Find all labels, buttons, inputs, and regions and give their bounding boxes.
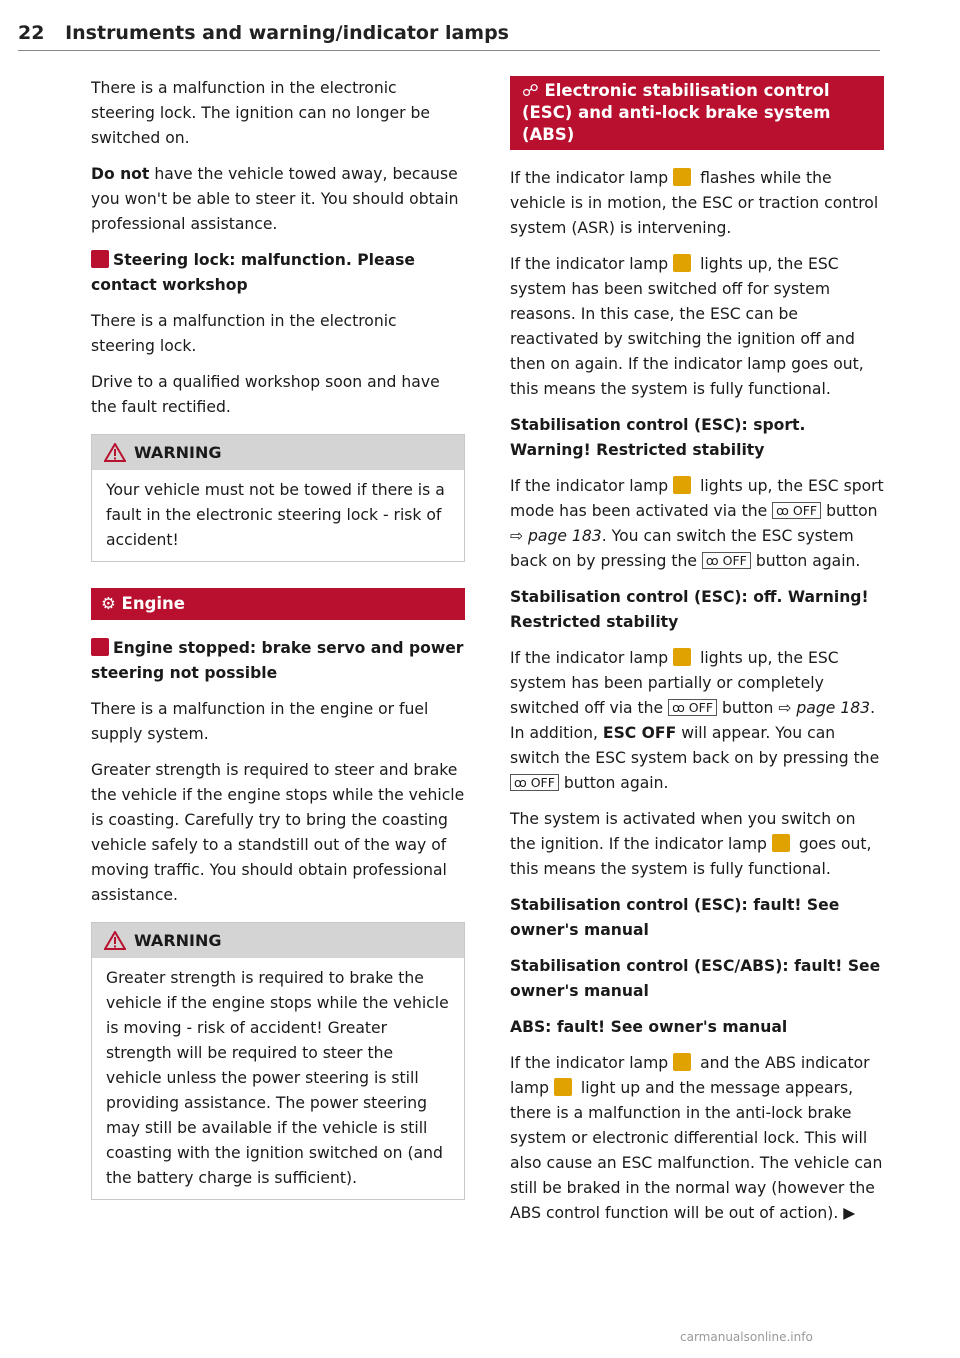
paragraph: There is a malfunction in the electronic steering lock. The ignition can no longer be switched on. xyxy=(91,79,430,147)
warning-header: WARNING xyxy=(92,435,464,470)
esc-indicator-icon xyxy=(673,254,691,272)
page-header xyxy=(18,22,880,51)
page-reference: ⇨ page 183 xyxy=(778,699,871,717)
esc-off-indicator-icon xyxy=(673,476,691,494)
paragraph: If the indicator lamp lights up, the ESC sport mode has been activated via the ꝏ OFF button ⇨ page 183. You can switch the ESC system back on by pressing the ꝏ OFF button again. xyxy=(510,477,884,570)
esc-indicator-icon xyxy=(673,1053,691,1071)
right-column xyxy=(510,76,884,1237)
engine-icon: ⚙ xyxy=(101,594,122,613)
steering-lock-icon xyxy=(91,250,109,268)
watermark: carmanualsonline.info xyxy=(680,1330,813,1344)
esc-sport-heading: Stabilisation control (ESC): sport. Warning! Restricted stability xyxy=(510,416,806,459)
warning-text: Greater strength is required to brake the vehicle if the engine stops while the vehicle is moving - risk of accident! Greater strength will be required to steer the vehicle unless the power steering is still providing assistance. The power steering may still be available if the vehicle is still coasting with the ignition switched on (and the battery charge is sufficient). xyxy=(106,969,449,1187)
engine-warning-icon xyxy=(91,638,109,656)
warning-header: WARNING xyxy=(92,923,464,958)
paragraph: Drive to a qualified workshop soon and have the fault rectified. xyxy=(91,373,440,416)
abs-fault-heading: ABS: fault! See owner's manual xyxy=(510,1018,788,1036)
warning-box xyxy=(91,434,465,562)
esc-off-button-label: ꝏ OFF xyxy=(772,502,821,519)
paragraph: Do not have the vehicle towed away, because you won't be able to steer it. You should obtain professional assistance. xyxy=(91,165,459,233)
esc-off-heading: Stabilisation control (ESC): off. Warning! Restricted stability xyxy=(510,588,869,631)
warning-triangle-icon xyxy=(104,931,126,950)
steering-lock-heading: Steering lock: malfunction. Please contact workshop xyxy=(91,251,415,294)
esc-abs-section-bar: ☍ Electronic stabilisation control (ESC) and anti-lock brake system (ABS) xyxy=(510,76,884,150)
warning-text: Your vehicle must not be towed if there is a fault in the electronic steering lock - risk of accident! xyxy=(106,481,445,549)
warning-triangle-icon xyxy=(104,443,126,462)
warning-box xyxy=(91,922,465,1200)
engine-section-bar: ⚙ Engine xyxy=(91,588,465,620)
paragraph: If the indicator lamp lights up, the ESC system has been switched off for system reasons. In this case, the ESC can be reactivated by switching the ignition off and then on again. If the indicator lamp goes out, this means the system is fully functional. xyxy=(510,255,864,398)
paragraph: The system is activated when you switch on the ignition. If the indicator lamp goes out, this means the system is fully functional. xyxy=(510,810,872,878)
paragraph: If the indicator lamp lights up, the ESC system has been partially or completely switched off via the ꝏ OFF button ⇨ page 183. In addition, ESC OFF will appear. You can switch the ESC system back on by pressing the ꝏ OFF button again. xyxy=(510,649,880,792)
engine-heading: Engine stopped: brake servo and power steering not possible xyxy=(91,639,464,682)
paragraph: If the indicator lamp and the ABS indicator lamp light up and the message appears, there is a malfunction in the anti-lock brake system or electronic differential lock. This will also cause an ESC malfunction. The vehicle can still be braked in the normal way (however the ABS control function will be out of action). ▶ xyxy=(510,1054,883,1222)
abs-indicator-icon xyxy=(554,1078,572,1096)
esc-fault-heading: Stabilisation control (ESC): fault! See owner's manual xyxy=(510,896,840,939)
page-number: 22 xyxy=(18,22,45,44)
esc-off-indicator-icon xyxy=(673,648,691,666)
paragraph: There is a malfunction in the electronic steering lock. xyxy=(91,312,397,355)
paragraph: There is a malfunction in the engine or fuel supply system. xyxy=(91,700,429,743)
esc-off-button-label: ꝏ OFF xyxy=(668,699,717,716)
esc-abs-fault-heading: Stabilisation control (ESC/ABS): fault! See owner's manual xyxy=(510,957,881,1000)
esc-icon: ☍ xyxy=(522,81,545,100)
paragraph: If the indicator lamp flashes while the vehicle is in motion, the ESC or traction control system (ASR) is intervening. xyxy=(510,169,879,237)
left-column xyxy=(91,76,465,1226)
esc-off-indicator-icon xyxy=(772,834,790,852)
esc-off-button-label: ꝏ OFF xyxy=(702,552,751,569)
paragraph: Greater strength is required to steer and brake the vehicle if the engine stops while the vehicle is coasting. Carefully try to bring the coasting vehicle safely to a standstill out of the way of moving traffic. You should obtain professional assistance. xyxy=(91,761,465,904)
esc-indicator-icon xyxy=(673,168,691,186)
esc-off-button-label: ꝏ OFF xyxy=(510,774,559,791)
page-reference: ⇨ page 183 xyxy=(510,527,602,545)
section-title: Instruments and warning/indicator lamps xyxy=(65,22,509,44)
